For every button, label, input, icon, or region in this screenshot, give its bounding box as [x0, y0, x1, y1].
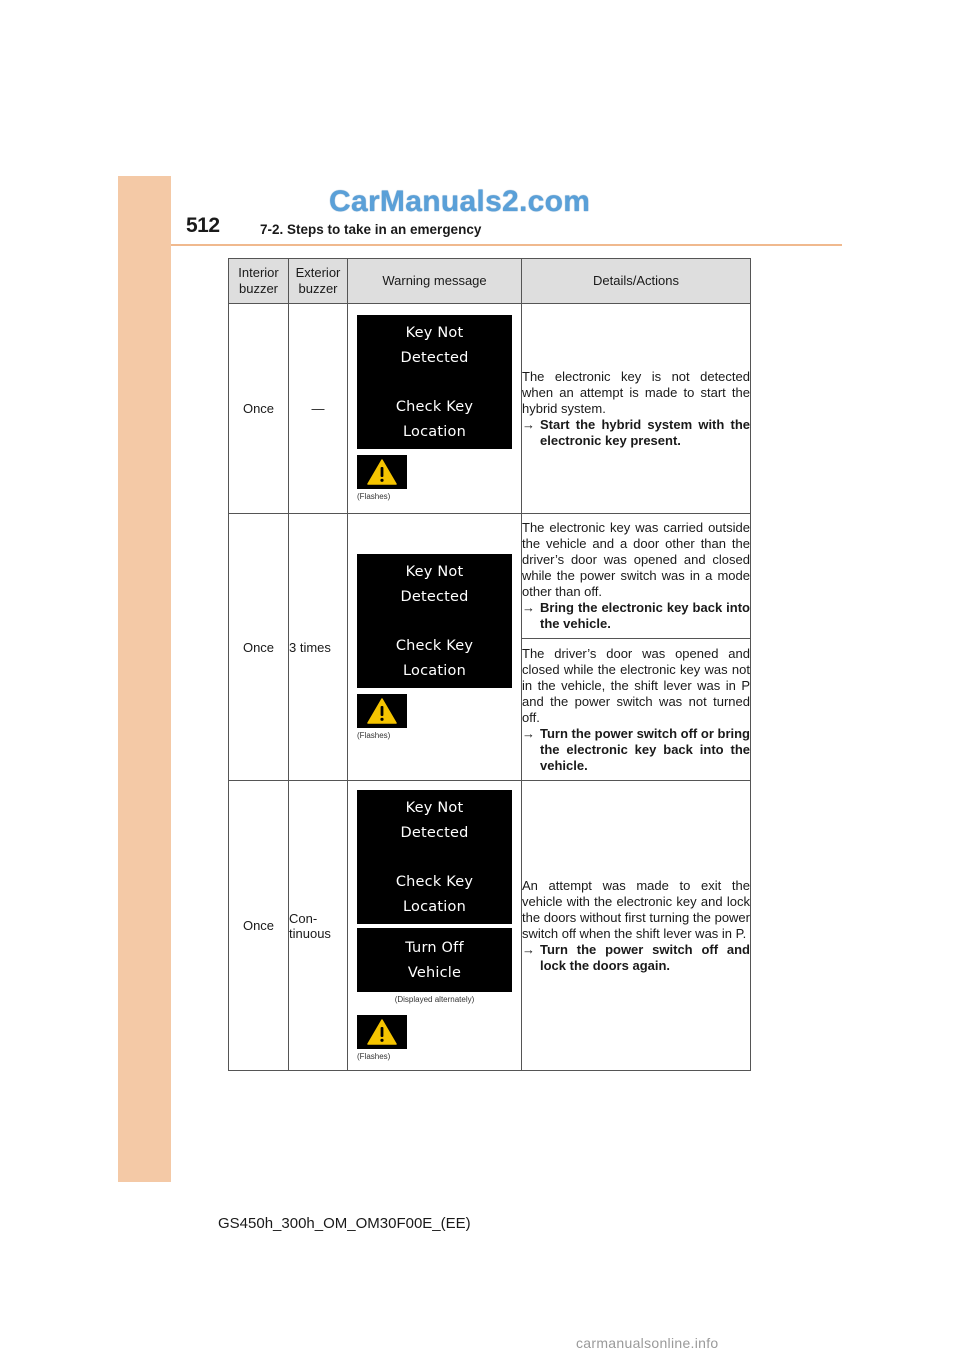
watermark-bottom: carmanualsonline.info [576, 1335, 719, 1351]
section-title: 7-2. Steps to take in an emergency [260, 222, 482, 237]
arrow-icon: → [522, 941, 535, 957]
page-number: 512 [186, 214, 220, 237]
header-exterior-buzzer: Exterior buzzer [289, 259, 348, 304]
document-code: GS450h_300h_OM_OM30F00E_(EE) [218, 1215, 471, 1232]
warning-triangle-icon [367, 1019, 397, 1045]
action-text: → Turn the power switch off and lock the doors again. [522, 941, 750, 973]
arrow-icon: → [522, 600, 535, 615]
interior-buzzer-cell: Once [229, 514, 289, 781]
message-display: Key Not Detected Check Key Location [357, 554, 512, 688]
details-cell [522, 304, 751, 514]
warning-triangle-icon [367, 698, 397, 724]
watermark-top: CarManuals2.com [329, 185, 591, 218]
table-row [229, 514, 751, 639]
table-row [229, 304, 751, 514]
table-header-row [229, 259, 751, 304]
chapter-side-band [118, 176, 171, 1182]
details-text: The electronic key is not detected when an attempt is made to start the hybrid system. [522, 368, 750, 416]
details-text: The electronic key was carried outside the vehicle and a door other than the driver’s door was opened and closed while the power switch was in a mode other than off. [522, 520, 750, 599]
details-cell [522, 639, 751, 781]
exterior-buzzer-cell: 3 times [289, 514, 348, 781]
details-cell [522, 514, 751, 639]
details-text: An attempt was made to exit the vehicle with the electronic key and lock the doors without first turning the power switch off when the shift lever was in P. [522, 877, 750, 941]
header-interior-buzzer: Interior buzzer [229, 259, 289, 304]
header-tab [118, 176, 171, 244]
message-display: Key Not Detected Check Key Location [357, 315, 512, 449]
arrow-icon: → [522, 725, 535, 741]
action-text: → Turn the power switch off or bring the electronic key back into the vehicle. [522, 725, 750, 773]
message-display: Key Not Detected Check Key Location [357, 790, 512, 924]
message-display-alternate: Turn Off Vehicle [357, 928, 512, 992]
exterior-buzzer-cell: — [289, 304, 348, 514]
warning-message-cell [348, 304, 522, 514]
action-text: → Start the hybrid system with the electronic key present. [522, 416, 750, 448]
flashes-note: (Flashes) [357, 1051, 391, 1061]
header-rule [171, 244, 842, 246]
interior-buzzer-cell: Once [229, 781, 289, 1071]
arrow-icon: → [522, 416, 535, 432]
warning-indicator [357, 1015, 407, 1049]
alternate-note: (Displayed alternately) [394, 994, 475, 1004]
header-details-actions: Details/Actions [522, 259, 751, 304]
warning-indicator [357, 455, 407, 489]
details-cell [522, 781, 751, 1071]
warning-triangle-icon [367, 459, 397, 485]
action-text: → Bring the electronic key back into the vehicle. [522, 600, 750, 631]
warning-message-cell [348, 514, 522, 781]
warning-message-cell [348, 781, 522, 1071]
flashes-note: (Flashes) [357, 730, 391, 740]
interior-buzzer-cell: Once [229, 304, 289, 514]
flashes-note: (Flashes) [357, 492, 391, 501]
warning-message-table [228, 258, 751, 1071]
details-text: The driver’s door was opened and closed while the electronic key was not in the vehicle, the shift lever was in P and the power switch was not turned off. [522, 645, 750, 725]
table-row [229, 781, 751, 1071]
header-warning-message: Warning message [348, 259, 522, 304]
warning-indicator [357, 694, 407, 728]
exterior-buzzer-cell: Con- tinuous [289, 781, 348, 1071]
